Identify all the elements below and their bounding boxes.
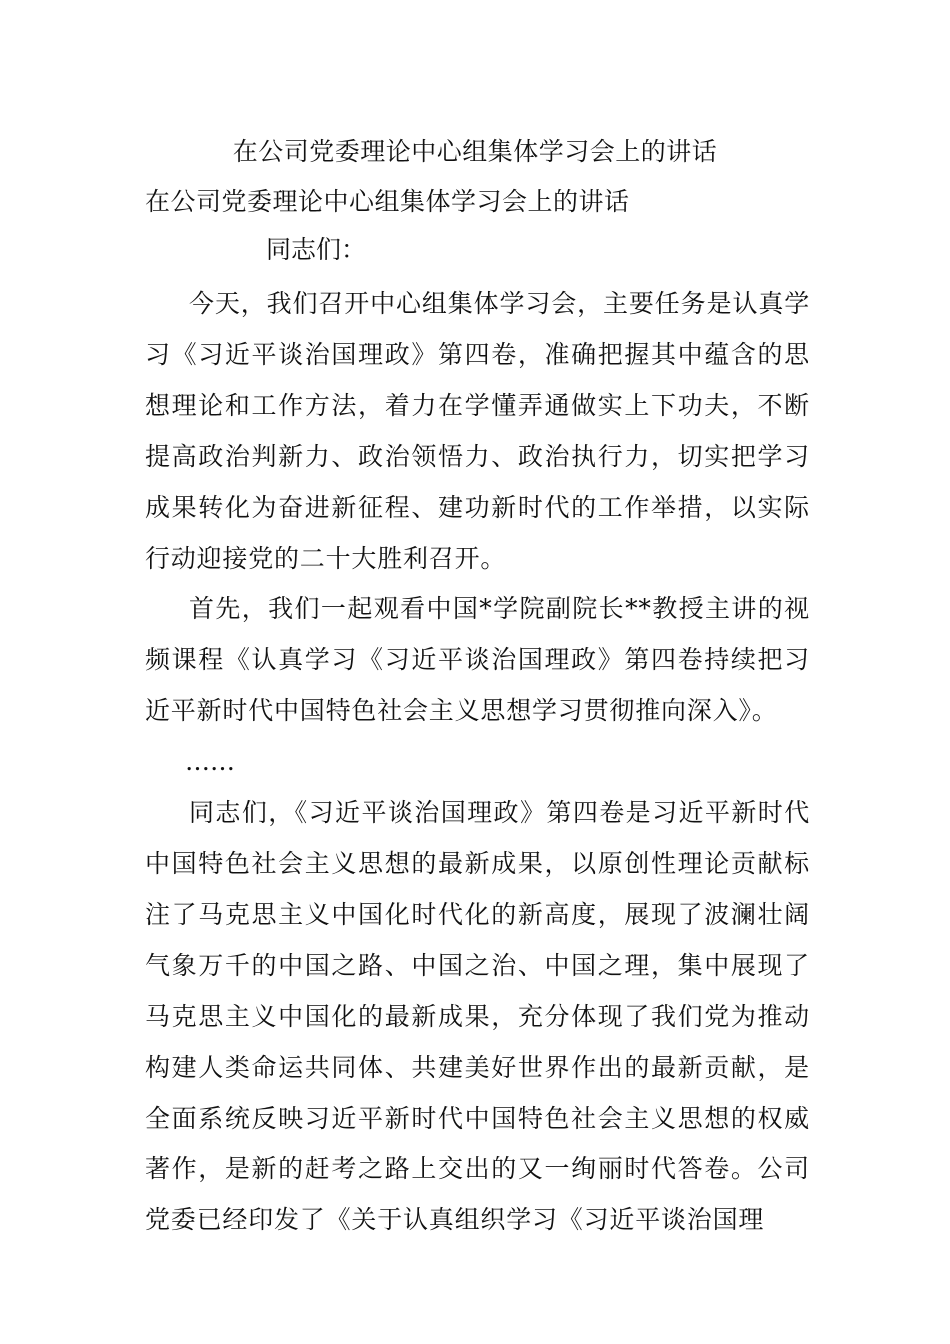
paragraph-video-course: 首先，我们一起观看中国*学院副院长**教授主讲的视频课程《认真学习《习近平谈治国理政》第四卷持续把习近平新时代中国特色社会主义思想学习贯彻推向深入》。 (145, 594, 810, 726)
greeting: 同志们： (266, 235, 367, 264)
speech-body (145, 279, 810, 1246)
paragraph-ellipsis: …… (185, 747, 235, 777)
document-title: 在公司党委理论中心组集体学习会上的讲话 (232, 137, 718, 166)
paragraph-opening: 今天，我们召开中心组集体学习会，主要任务是认真学习《习近平谈治国理政》第四卷，准确把握其中蕴含的思想理论和工作方法，着力在学懂弄通做实上下功夫，不断提高政治判新力、政治领悟力、政治执行力，切实把学习成果转化为奋进新征程、建功新时代的工作举措，以实际行动迎接党的二十大胜利召开。 (145, 289, 810, 573)
document-subtitle: 在公司党委理论中心组集体学习会上的讲话 (145, 187, 630, 216)
paragraph-main-discussion: 同志们，《习近平谈治国理政》第四卷是习近平新时代中国特色社会主义思想的最新成果，以原创性理论贡献标注了马克思主义中国化时代化的新高度，展现了波澜壮阔气象万千的中国之路、中国之治、中国之理，集中展现了马克思主义中国化的最新成果，充分体现了我们党为推动构建人类命运共同体、共建美好世界作出的最新贡献，是全面系统反映习近平新时代中国特色社会主义思想的权威著作，是新的赶考之路上交出的又一绚丽时代答卷。公司党委已经印发了《关于认真组织学习《习近平谈治国理 (145, 798, 810, 1235)
